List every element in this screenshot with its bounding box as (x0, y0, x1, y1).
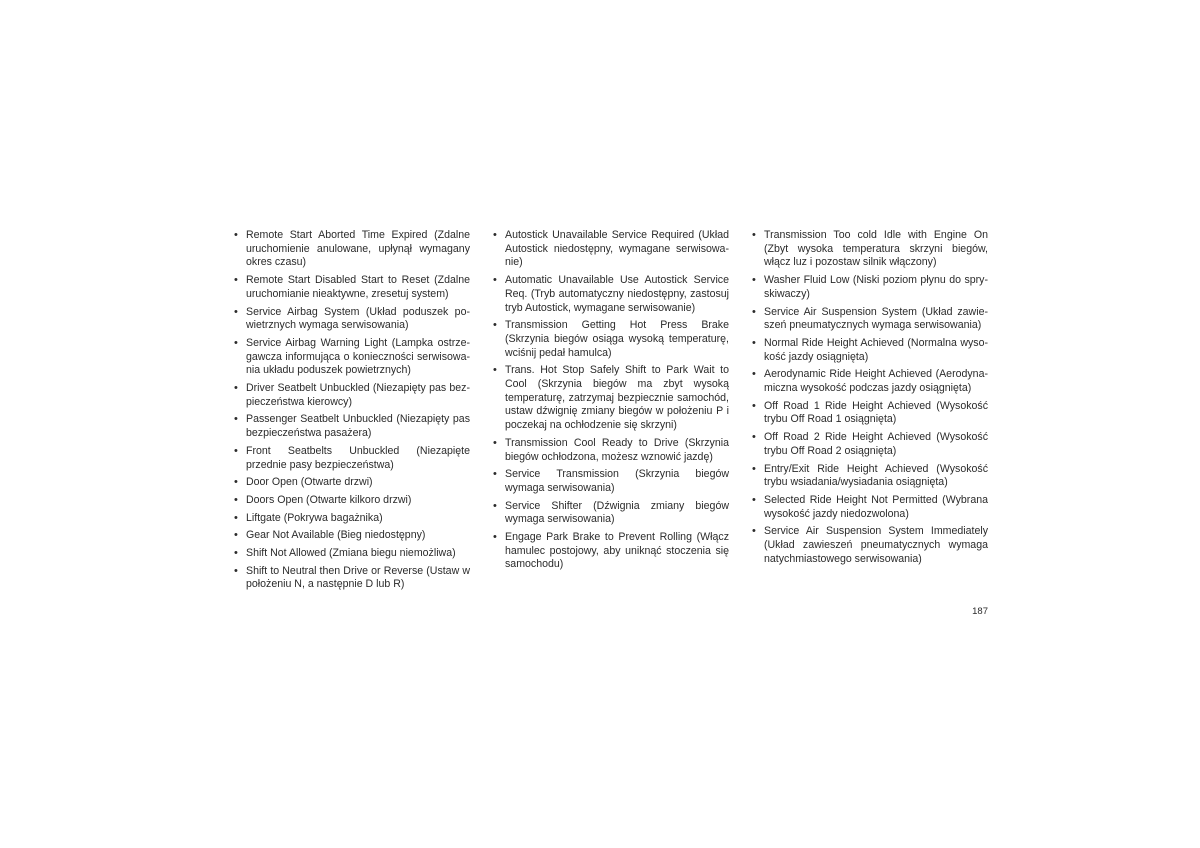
list-item: • Aerodynamic Ride Height Achieved (Aerodynamiczna wysokość podczas jazdy osiągnięta) (752, 368, 988, 395)
list-item: • Entry/Exit Ride Height Achieved (Wysokość trybu wsiadania/wysiadania osiągnięta) (752, 463, 988, 490)
list-item: • Service Transmission (Skrzynia biegów wymaga serwisowania) (493, 468, 729, 495)
list-item: • Automatic Unavailable Use Autostick Service Req. (Tryb automatyczny niedostępny, zastosuj tryb Autostick, wymagane serwisowanie) (493, 274, 729, 315)
list-item: • Transmission Getting Hot Press Brake (Skrzynia biegów osiąga wysoką temperaturę, wciśnij pedał hamulca) (493, 319, 729, 360)
list-item: • Service Airbag Warning Light (Lampka ostrzegawcza informująca o konieczności serwisowania układu poduszek powietrznych) (234, 337, 470, 378)
list-item: • Shift to Neutral then Drive or Reverse (Ustaw w położeniu N, a następnie D lub R) (234, 565, 470, 592)
list-item: • Off Road 1 Ride Height Achieved (Wysokość trybu Off Road 1 osiągnięta) (752, 400, 988, 427)
list-item: • Shift Not Allowed (Zmiana biegu niemożliwa) (234, 547, 470, 561)
list-item: • Door Open (Otwarte drzwi) (234, 476, 470, 490)
text-column-middle (493, 229, 729, 576)
page-number: 187 (972, 606, 988, 617)
list-item: • Service Air Suspension System (Układ zawieszeń pneumatycznych wymaga serwisowania) (752, 306, 988, 333)
message-list (752, 229, 988, 566)
text-column-left (234, 229, 470, 596)
list-item: • Autostick Unavailable Service Required (Układ Autostick niedostępny, wymagane serwisowanie) (493, 229, 729, 270)
list-item: • Service Air Suspension System Immediately (Układ zawieszeń pneumatycznych wymaga natychmiastowego serwisowania) (752, 525, 988, 566)
list-item: • Passenger Seatbelt Unbuckled (Niezapięty pas bezpieczeństwa pasażera) (234, 413, 470, 440)
list-item: • Transmission Too cold Idle with Engine On (Zbyt wysoka temperatura skrzyni biegów, włącz luz i pozostaw silnik włączony) (752, 229, 988, 270)
list-item: • Trans. Hot Stop Safely Shift to Park Wait to Cool (Skrzynia biegów ma zbyt wysoką temperaturę, zatrzymaj bezpiecznie samochód, ustaw dźwignię zmiany biegów w położeniu P i poczekaj na ochłodzenie się skrzyni) (493, 364, 729, 433)
list-item: • Front Seatbelts Unbuckled (Niezapięte przednie pasy bezpieczeństwa) (234, 445, 470, 472)
list-item: • Service Airbag System (Układ poduszek powietrznych wymaga serwisowania) (234, 306, 470, 333)
message-list (234, 229, 470, 592)
list-item: • Remote Start Disabled Start to Reset (Zdalne uruchomianie nieaktywne, zresetuj system) (234, 274, 470, 301)
list-item: • Transmission Cool Ready to Drive (Skrzynia biegów ochłodzona, możesz wznowić jazdę) (493, 437, 729, 464)
list-item: • Normal Ride Height Achieved (Normalna wysokość jazdy osiągnięta) (752, 337, 988, 364)
list-item: • Selected Ride Height Not Permitted (Wybrana wysokość jazdy niedozwolona) (752, 494, 988, 521)
list-item: • Engage Park Brake to Prevent Rolling (Włącz hamulec postojowy, aby uniknąć stoczenia się samochodu) (493, 531, 729, 572)
text-column-right (752, 229, 988, 570)
list-item: • Washer Fluid Low (Niski poziom płynu do spryskiwaczy) (752, 274, 988, 301)
list-item: • Driver Seatbelt Unbuckled (Niezapięty pas bezpieczeństwa kierowcy) (234, 382, 470, 409)
list-item: • Doors Open (Otwarte kilkoro drzwi) (234, 494, 470, 508)
list-item: • Gear Not Available (Bieg niedostępny) (234, 529, 470, 543)
message-list (493, 229, 729, 572)
list-item: • Remote Start Aborted Time Expired (Zdalne uruchomienie anulowane, upłynął wymagany okres czasu) (234, 229, 470, 270)
list-item: • Off Road 2 Ride Height Achieved (Wysokość trybu Off Road 2 osiągnięta) (752, 431, 988, 458)
list-item: • Service Shifter (Dźwignia zmiany biegów wymaga serwisowania) (493, 500, 729, 527)
list-item: • Liftgate (Pokrywa bagażnika) (234, 512, 470, 526)
